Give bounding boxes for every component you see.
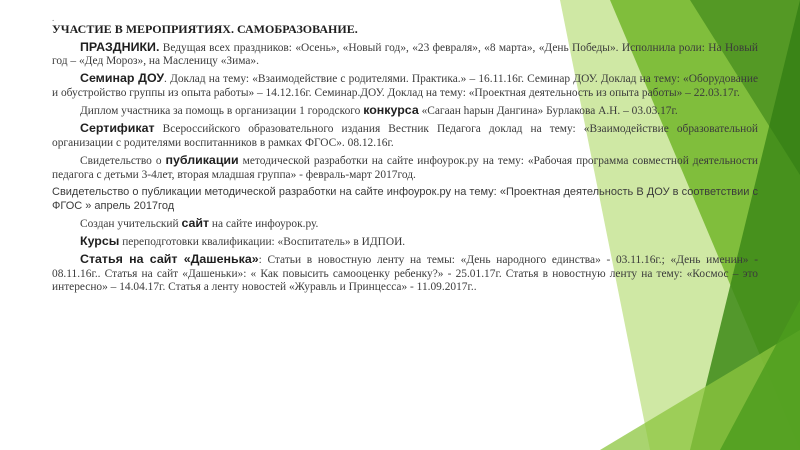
paragraph-contest	[52, 104, 758, 119]
slide-title: УЧАСТИЕ В МЕРОПРИЯТИЯХ. САМОБРАЗОВАНИЕ.	[52, 22, 358, 36]
keyword-courses: Курсы	[80, 233, 120, 248]
paragraph-website	[52, 217, 758, 232]
text-certificate: Всероссийского образовательного издания Вестник Педагога доклад на тему: «Взаимодействие образовательной организации с родителями воспитанников в рамках ФГОС». 08.12.16г.	[52, 123, 758, 149]
title-marker: .	[52, 13, 55, 23]
text-contest: «Сагаан hарын Дангина» Бурлакова А.Н. – 03.03.17г.	[418, 105, 678, 118]
paragraph-articles	[52, 253, 758, 295]
keyword-holidays: ПРАЗДНИКИ.	[80, 39, 160, 54]
keyword-articles: Статья на сайт «Дашенька»	[80, 252, 259, 267]
keyword-certificate: Сертификат	[80, 121, 155, 136]
pre-website: Создан учительский	[80, 217, 182, 230]
keyword-publication: публикации	[165, 153, 239, 168]
text-publication-2: Свидетельство о публикации методической разработки на сайте инфоурок.ру на тему: «Проектная деятельность В ДОУ в соответствии с ФГОС » апрель 2017год	[52, 185, 758, 212]
paragraph-certificate	[52, 122, 758, 150]
text-publication-1: методической разработки на сайте инфоурок.ру на тему: «Рабочая программа совместной деятельности педагога с детьми 3-4лет, вторая младшая группа» - февраль-март 2017год.	[52, 155, 758, 181]
text-articles: : Статьи в новостную ленту на темы: «День народного единства» - 03.11.16г.; «День именин» - 08.11.16г.. Статья на сайт «Дашеньки»: « Как повысить самооценку ребенку?» - 25.01.17г. Статья в новостную ленту на тему: «Космос – это интересно» – 14.04.17г. Статья а ленту новостей «Журавль и Принцесса» - 11.09.2017г..	[52, 254, 758, 294]
text-courses: переподготовки квалификации: «Воспитатель» в ИДПОИ.	[119, 235, 406, 248]
slide-title-row	[52, 23, 758, 38]
slide-content	[52, 14, 758, 298]
text-website: на сайте инфоурок.ру.	[209, 217, 319, 230]
text-seminar: . Доклад на тему: «Взаимодействие с родителями. Практика.» – 16.11.16г. Семинар ДОУ. Доклад на тему: «Оборудование и обустройство группы из опыта работы» – 14.12.16г. Семинар.ДОУ. Доклад на тему: «Проектная деятельность из опыта работы» – 22.03.17г.	[52, 73, 758, 99]
paragraph-publication-1	[52, 154, 758, 182]
keyword-seminar: Семинар ДОУ	[80, 71, 165, 86]
pre-contest: Диплом участника за помощь в организации 1 городского	[80, 105, 364, 118]
pre-publication: Свидетельство о	[80, 155, 166, 168]
keyword-website: сайт	[181, 215, 210, 230]
keyword-contest: конкурса	[363, 103, 419, 118]
paragraph-publication-2	[52, 186, 758, 213]
text-holidays: Ведущая всех праздников: «Осень», «Новый год», «23 февраля», «8 марта», «День Победы». Исполнила роли: На Новый год – «Дед Мороз», на Масленицу «Зима».	[52, 41, 758, 68]
paragraph-seminar	[52, 72, 758, 100]
paragraph-holidays	[52, 41, 758, 69]
paragraph-courses	[52, 235, 758, 250]
